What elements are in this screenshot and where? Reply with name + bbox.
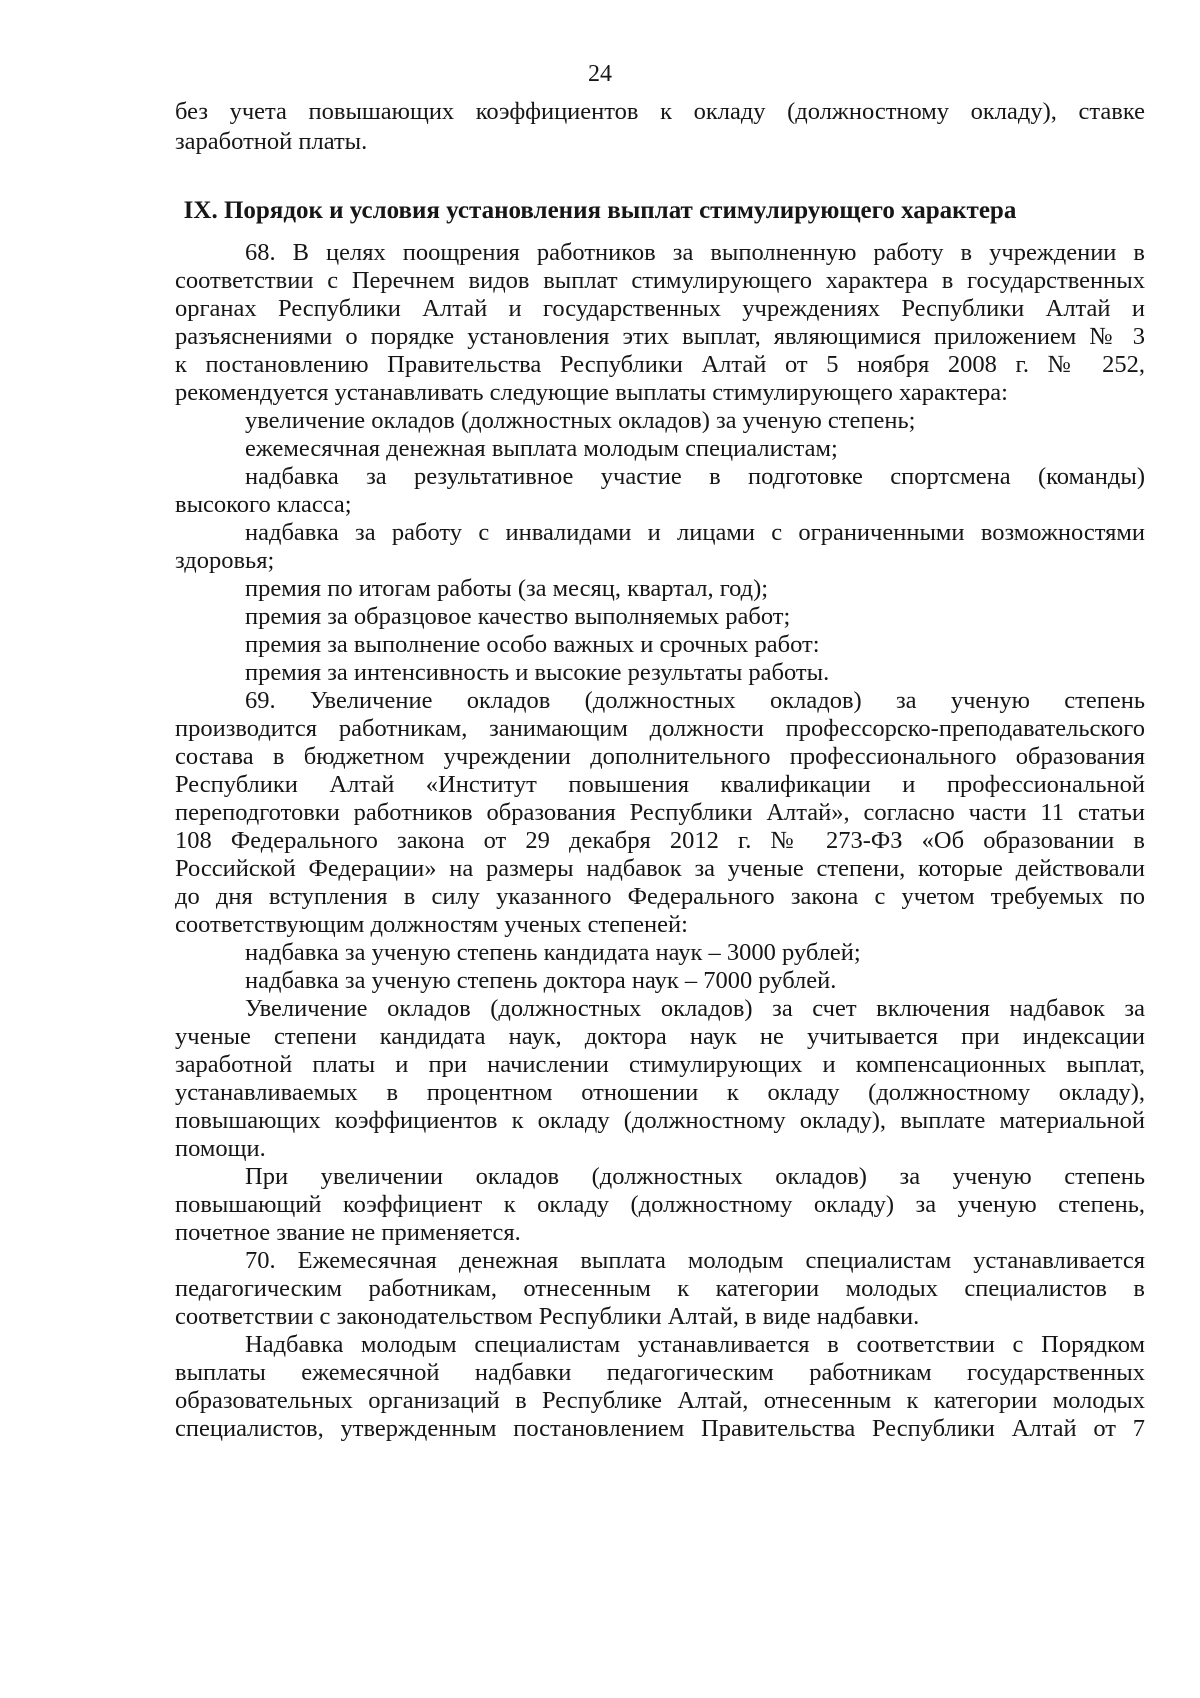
body-line: переподготовки работников образования Республики Алтай», согласно части 11 статьи bbox=[175, 799, 1145, 826]
body-line: соответствующим должностям ученых степеней: bbox=[175, 911, 688, 938]
intro-line-1: без учета повышающих коэффициентов к окладу (должностному окладу), ставке bbox=[175, 98, 1145, 125]
body-line: Республики Алтай «Институт повышения квалификации и профессиональной bbox=[175, 771, 1145, 798]
list-item: ежемесячная денежная выплата молодым специалистам; bbox=[245, 435, 838, 462]
body-line: 68. В целях поощрения работников за выполненную работу в учреждении в bbox=[245, 239, 1145, 266]
body-line: состава в бюджетном учреждении дополнительного профессионального образования bbox=[175, 743, 1145, 770]
body-line: к постановлению Правительства Республики Алтай от 5 ноября 2008 г. № 252, bbox=[175, 351, 1145, 378]
body-line: повышающий коэффициент к окладу (должностному окладу) за ученую степень, bbox=[175, 1191, 1145, 1218]
intro-line-2: заработной платы. bbox=[175, 128, 368, 155]
body-line: соответствии с законодательством Республики Алтай, в виде надбавки. bbox=[175, 1303, 920, 1330]
body-line: Надбавка молодым специалистам устанавливается в соответствии с Порядком bbox=[245, 1331, 1145, 1358]
list-item: надбавка за ученую степень доктора наук – 7000 рублей. bbox=[245, 967, 837, 994]
body-line: высокого класса; bbox=[175, 491, 352, 518]
body-line: 70. Ежемесячная денежная выплата молодым специалистам устанавливается bbox=[245, 1247, 1145, 1274]
body-line: рекомендуется устанавливать следующие выплаты стимулирующего характера: bbox=[175, 379, 1008, 406]
body-line: устанавливаемых в процентном отношении к окладу (должностному окладу), bbox=[175, 1079, 1145, 1106]
body-line: соответствии с Перечнем видов выплат стимулирующего характера в государственных bbox=[175, 267, 1145, 294]
body-line: повышающих коэффициентов к окладу (должностному окладу), выплате материальной bbox=[175, 1107, 1145, 1134]
body-line: 108 Федерального закона от 29 декабря 2012 г. № 273-ФЗ «Об образовании в bbox=[175, 827, 1145, 854]
body-line: образовательных организаций в Республике Алтай, отнесенным к категории молодых bbox=[175, 1387, 1145, 1414]
list-item: надбавка за ученую степень кандидата наук – 3000 рублей; bbox=[245, 939, 861, 966]
body-line: выплаты ежемесячной надбавки педагогическим работникам государственных bbox=[175, 1359, 1145, 1386]
page-number: 24 bbox=[588, 61, 612, 87]
body-line: заработной платы и при начислении стимулирующих и компенсационных выплат, bbox=[175, 1051, 1145, 1078]
body-line: производится работникам, занимающим должности профессорско-преподавательского bbox=[175, 715, 1145, 742]
body-line: Увеличение окладов (должностных окладов) за счет включения надбавок за bbox=[245, 995, 1145, 1022]
section-heading: IX. Порядок и условия установления выплат стимулирующего характера bbox=[183, 197, 1017, 224]
list-item: премия по итогам работы (за месяц, квартал, год); bbox=[245, 575, 769, 602]
body-line: до дня вступления в силу указанного Федерального закона с учетом требуемых по bbox=[175, 883, 1145, 910]
body-line: специалистов, утвержденным постановлением Правительства Республики Алтай от 7 bbox=[175, 1415, 1145, 1442]
body-line: почетное звание не применяется. bbox=[175, 1219, 521, 1246]
list-item: премия за выполнение особо важных и срочных работ: bbox=[245, 631, 820, 658]
list-item: увеличение окладов (должностных окладов) за ученую степень; bbox=[245, 407, 916, 434]
list-item: надбавка за работу с инвалидами и лицами с ограниченными возможностями bbox=[245, 519, 1145, 546]
body-line: педагогическим работникам, отнесенным к категории молодых специалистов в bbox=[175, 1275, 1145, 1302]
body-line: Российской Федерации» на размеры надбавок за ученые степени, которые действовали bbox=[175, 855, 1145, 882]
body-line: здоровья; bbox=[175, 547, 275, 574]
body-line: ученые степени кандидата наук, доктора наук не учитывается при индексации bbox=[175, 1023, 1145, 1050]
body-line: При увеличении окладов (должностных окладов) за ученую степень bbox=[245, 1163, 1145, 1190]
body-line: органах Республики Алтай и государственных учреждениях Республики Алтай и bbox=[175, 295, 1145, 322]
list-item: надбавка за результативное участие в подготовке спортсмена (команды) bbox=[245, 463, 1145, 490]
body-line: 69. Увеличение окладов (должностных окладов) за ученую степень bbox=[245, 687, 1145, 714]
body-line: помощи. bbox=[175, 1135, 266, 1162]
list-item: премия за интенсивность и высокие результаты работы. bbox=[245, 659, 830, 686]
list-item: премия за образцовое качество выполняемых работ; bbox=[245, 603, 791, 630]
body-line: разъяснениями о порядке установления этих выплат, являющимися приложением № 3 bbox=[175, 323, 1145, 350]
